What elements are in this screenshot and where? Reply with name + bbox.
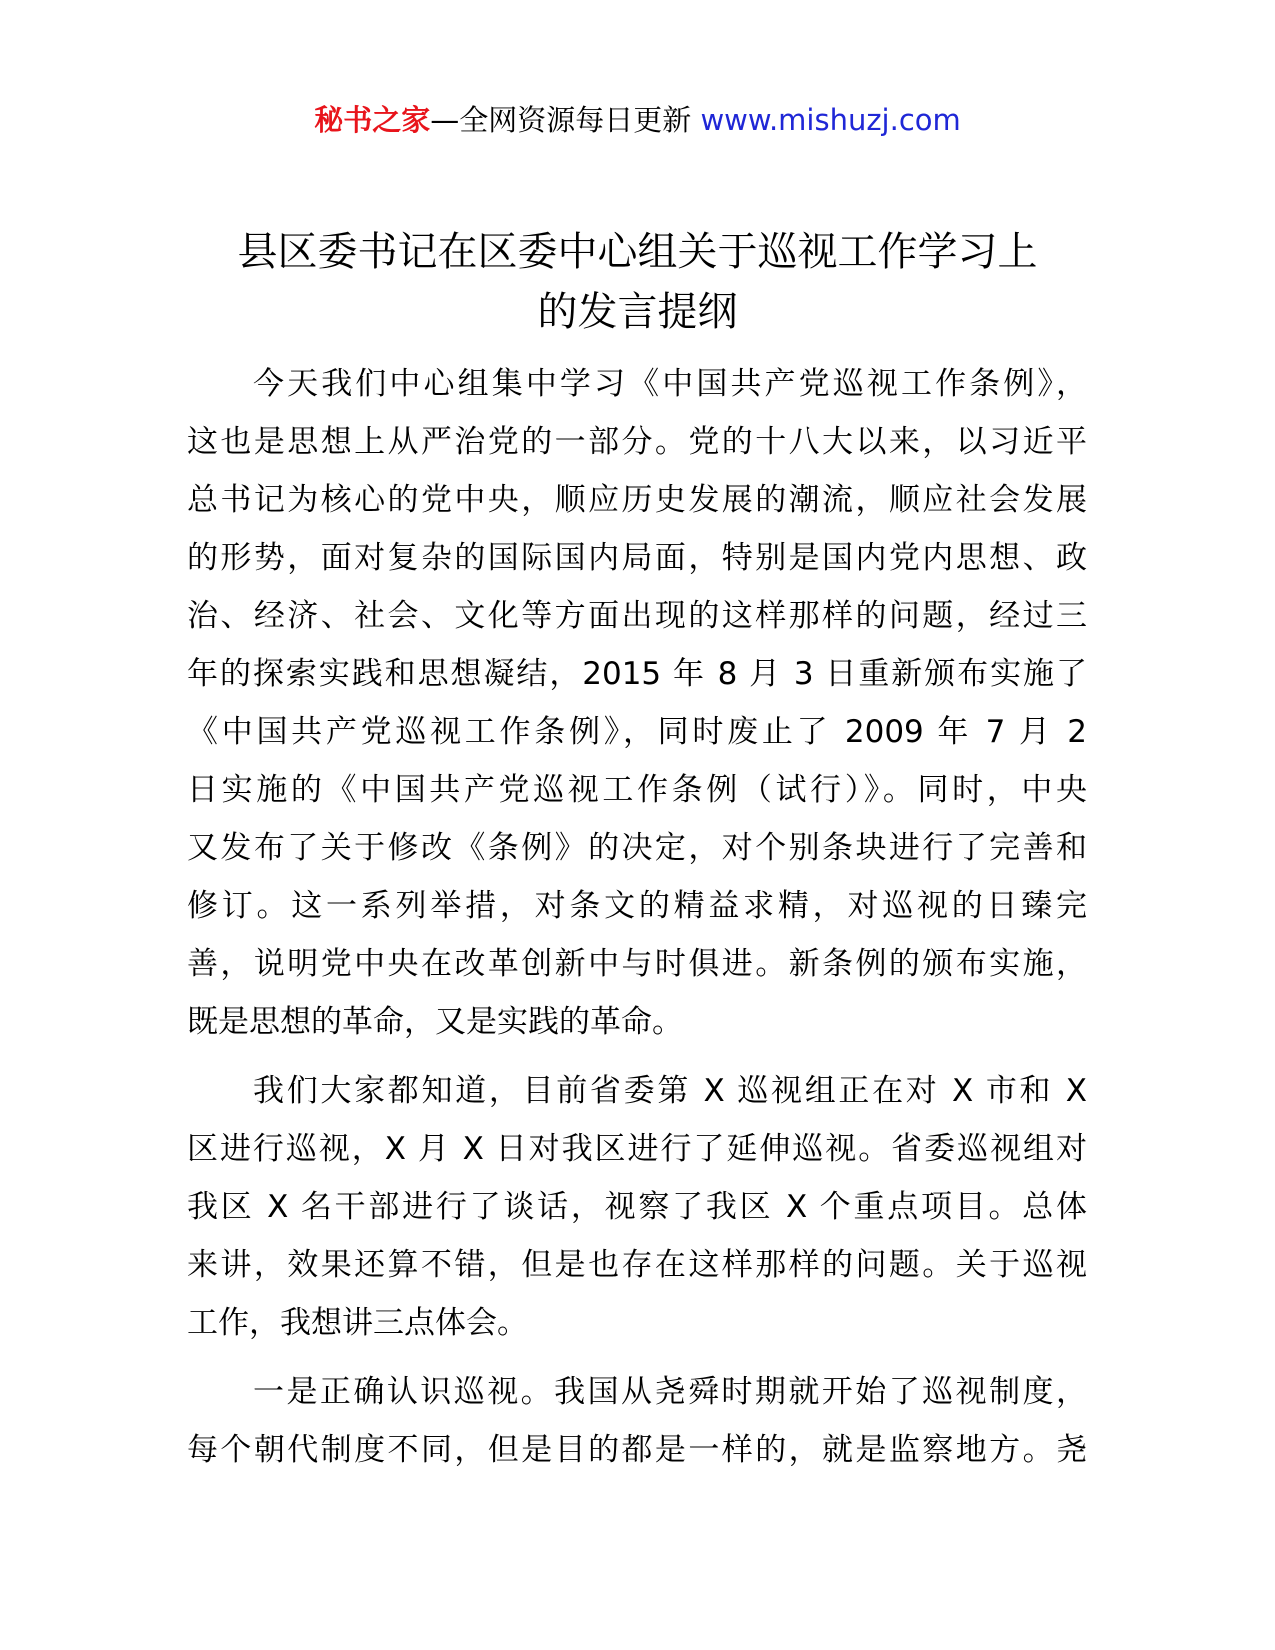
paragraph-3 xyxy=(187,1363,1087,1479)
paragraph-gap xyxy=(187,1051,1087,1062)
header-brand: 秘书之家 xyxy=(314,103,431,137)
text-line: 我们大家都知道，目前省委第 X 巡视组正在对 X 市和 X xyxy=(253,1073,1087,1109)
text-line: 总书记为核心的党中央，顺应历史发展的潮流，顺应社会发展 xyxy=(187,482,1087,518)
text-line: 治、经济、社会、文化等方面出现的这样那样的问题，经过三 xyxy=(187,598,1087,634)
text-line: 区进行巡视，X 月 X 日对我区进行了延伸巡视。省委巡视组对 xyxy=(187,1131,1087,1167)
text-line: 修订。这一系列举措，对条文的精益求精，对巡视的日臻完 xyxy=(187,888,1087,924)
title-line-2: 的发言提纲 xyxy=(537,289,738,335)
text-line: 善，说明党中央在改革创新中与时俱进。新条例的颁布实施， xyxy=(187,946,1087,982)
paragraph-2 xyxy=(187,1062,1087,1352)
title-line-1: 县区委书记在区委中心组关于巡视工作学习上 xyxy=(237,229,1038,275)
text-line: 《中国共产党巡视工作条例》，同时废止了 2009 年 7 月 2 xyxy=(187,714,1087,750)
text-line: 年的探索实践和思想凝结，2015 年 8 月 3 日重新颁布实施了 xyxy=(187,656,1087,692)
text-line: 又发布了关于修改《条例》的决定，对个别条块进行了完善和 xyxy=(187,830,1087,866)
document-title xyxy=(180,222,1095,342)
text-line: 每个朝代制度不同，但是目的都是一样的，就是监察地方。尧 xyxy=(187,1432,1087,1468)
text-line: 日实施的《中国共产党巡视工作条例（试行）》。同时，中央 xyxy=(187,772,1087,808)
site-header xyxy=(0,100,1275,140)
text-line: 既是思想的革命，又是实践的革命。 xyxy=(187,1004,683,1040)
text-line: 这也是思想上从严治党的一部分。党的十八大以来，以习近平 xyxy=(187,424,1087,460)
text-line: 来讲，效果还算不错，但是也存在这样那样的问题。关于巡视 xyxy=(187,1247,1087,1283)
paragraph-gap xyxy=(187,1352,1087,1363)
text-line: 一是正确认识巡视。我国从尧舜时期就开始了巡视制度， xyxy=(253,1374,1087,1410)
header-url-link[interactable]: www.mishuzj.com xyxy=(700,103,961,137)
paragraph-1 xyxy=(187,355,1087,1051)
text-line: 今天我们中心组集中学习《中国共产党巡视工作条例》， xyxy=(253,366,1087,402)
text-line: 的形势，面对复杂的国际国内局面，特别是国内党内思想、政 xyxy=(187,540,1087,576)
text-line: 我区 X 名干部进行了谈话，视察了我区 X 个重点项目。总体 xyxy=(187,1189,1087,1225)
header-tagline: —全网资源每日更新 xyxy=(430,103,701,137)
document-body xyxy=(187,355,1087,1479)
text-line: 工作，我想讲三点体会。 xyxy=(187,1305,528,1341)
